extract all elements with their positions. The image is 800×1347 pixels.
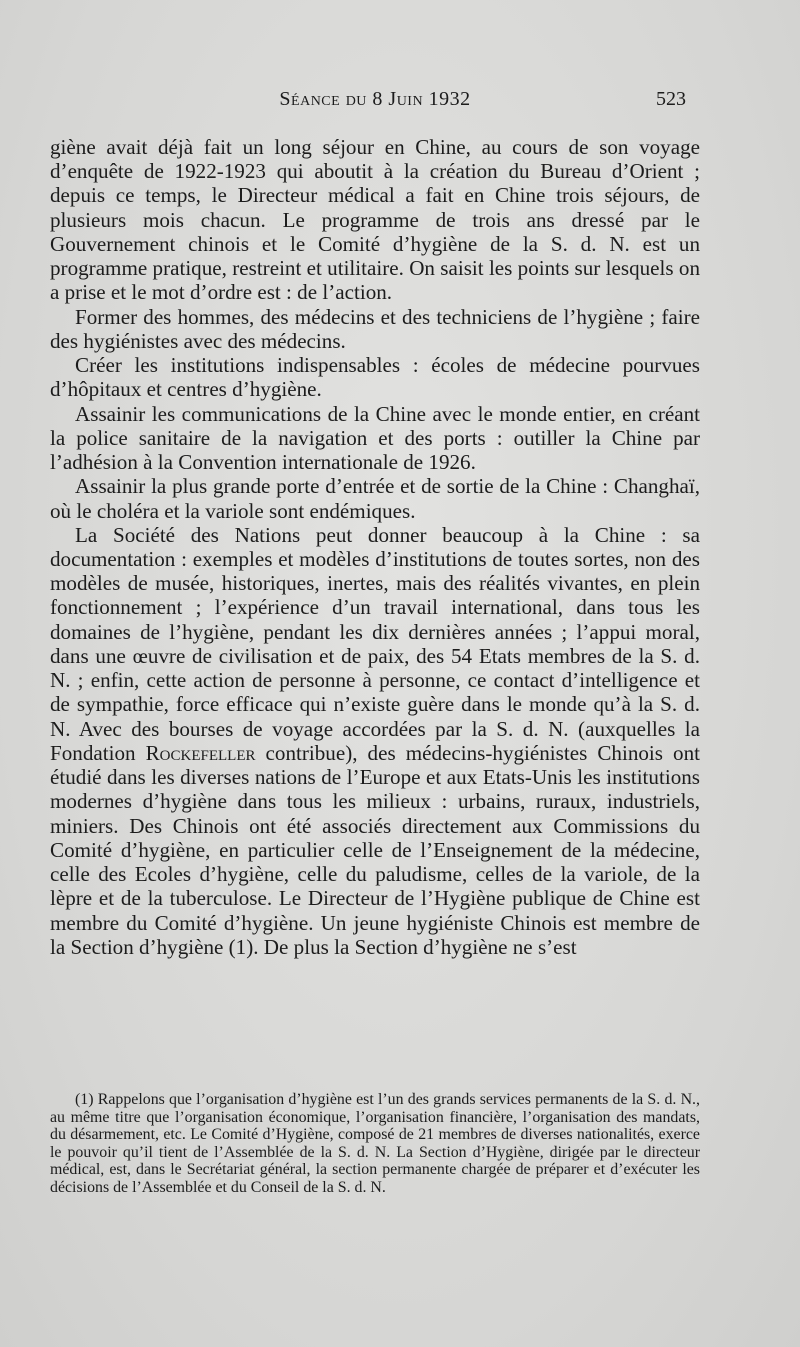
paragraph-former: Former des hommes, des médecins et des techniciens de l’hygiène ; faire des hygiénistes avec des médecins.	[50, 304, 700, 353]
footnote-text: (1) Rappelons que l’organisation d’hygiène est l’un des grands services permanents de la S. d. N., au même titre que l’organisation économique, l’organisation financière, l’organisation des mandats, du désarmement, etc. Le Comité d’Hygiène, composé de 21 membres de diverses nationalités, exerce le pouvoir qu’il tient de l’Assemblée de la S. d. N. La Section d’Hygiène, dirigée par le directeur médical, est, dans le Secrétariat général, la section permanente chargée de préparer et d’exécuter les décisions de l’Assemblée et du Conseil de la S. d. N.	[50, 1091, 700, 1196]
paragraph-assainir-porte: Assainir la plus grande porte d’entrée et de sortie de la Chine : Changhaï, où le choléra et la variole sont endémiques.	[50, 474, 700, 523]
running-head	[50, 88, 700, 114]
paragraph-continued: giène avait déjà fait un long séjour en Chine, au cours de son voyage d’enquête de 1922-1923 qui aboutit à la création du Bureau d’Orient ; depuis ce temps, le Directeur médical a fait en Chine trois séjours, de plusieurs mois chacun. Le programme de trois ans dressé par le Gouvernement chinois et le Comité d’hygiène de la S. d. N. est un programme pratique, restreint et utilitaire. On saisit les points sur lesquels on a prise et le mot d’ordre est : de l’action.	[50, 135, 700, 305]
footnote	[50, 1091, 700, 1196]
book-page	[50, 0, 700, 1347]
paragraph-sdn-part-b: contribue), des médecins-hygiénistes Chinois ont étudié dans les diverses nations de l’Europe et aux Etats-Unis les institutions modernes d’hygiène dans tous les milieux : urbains, ruraux, industriels, miniers. Des Chinois ont été associés directement aux Commissions du Comité d’hygiène, en particulier celle de l’Enseignement de la médecine, celle des Ecoles d’hygiène, celle du paludisme, celles de la variole, de la lèpre et de la tuberculose. Le Directeur de l’Hygiène publique de Chine est membre du Comité d’hygiène. Un jeune hygiéniste Chinois est membre de la Section d’hygiène (1). De plus la Section d’hygiène ne s’est	[50, 740, 700, 959]
paragraph-assainir-communications: Assainir les communications de la Chine avec le monde entier, en créant la police sanitaire de la navigation et des ports : outiller la Chine par l’adhésion à la Convention internationale de 1926.	[50, 401, 700, 475]
paragraph-creer: Créer les institutions indispensables : écoles de médecine pourvues d’hôpitaux et centres d’hygiène.	[50, 353, 700, 402]
body-text	[50, 135, 700, 959]
page-number: 523	[656, 88, 686, 110]
paragraph-societe-des-nations	[50, 523, 700, 959]
paragraph-sdn-part-a: La Société des Nations peut donner beaucoup à la Chine : sa documentation : exemples et modèles d’institutions de toutes sortes, non des modèles de musée, historiques, inertes, mais des réalités vivantes, en plein fonctionnement ; l’expérience d’un travail international, dans tous les domaines de l’hygiène, pendant les dix dernières années ; l’appui moral, dans une œuvre de civilisation et de paix, des 54 Etats membres de la S. d. N. ; enfin, cette action de personne à personne, ce contact d’intelligence et de sympathie, force efficace qui n’existe guère dans le monde qu’à la S. d. N. Avec des bourses de voyage accordées par la S. d. N. (auxquelles la Fondation	[50, 522, 700, 765]
rockefeller-name: Rockefeller	[145, 740, 256, 765]
running-title: Séance du 8 Juin 1932	[279, 88, 471, 110]
